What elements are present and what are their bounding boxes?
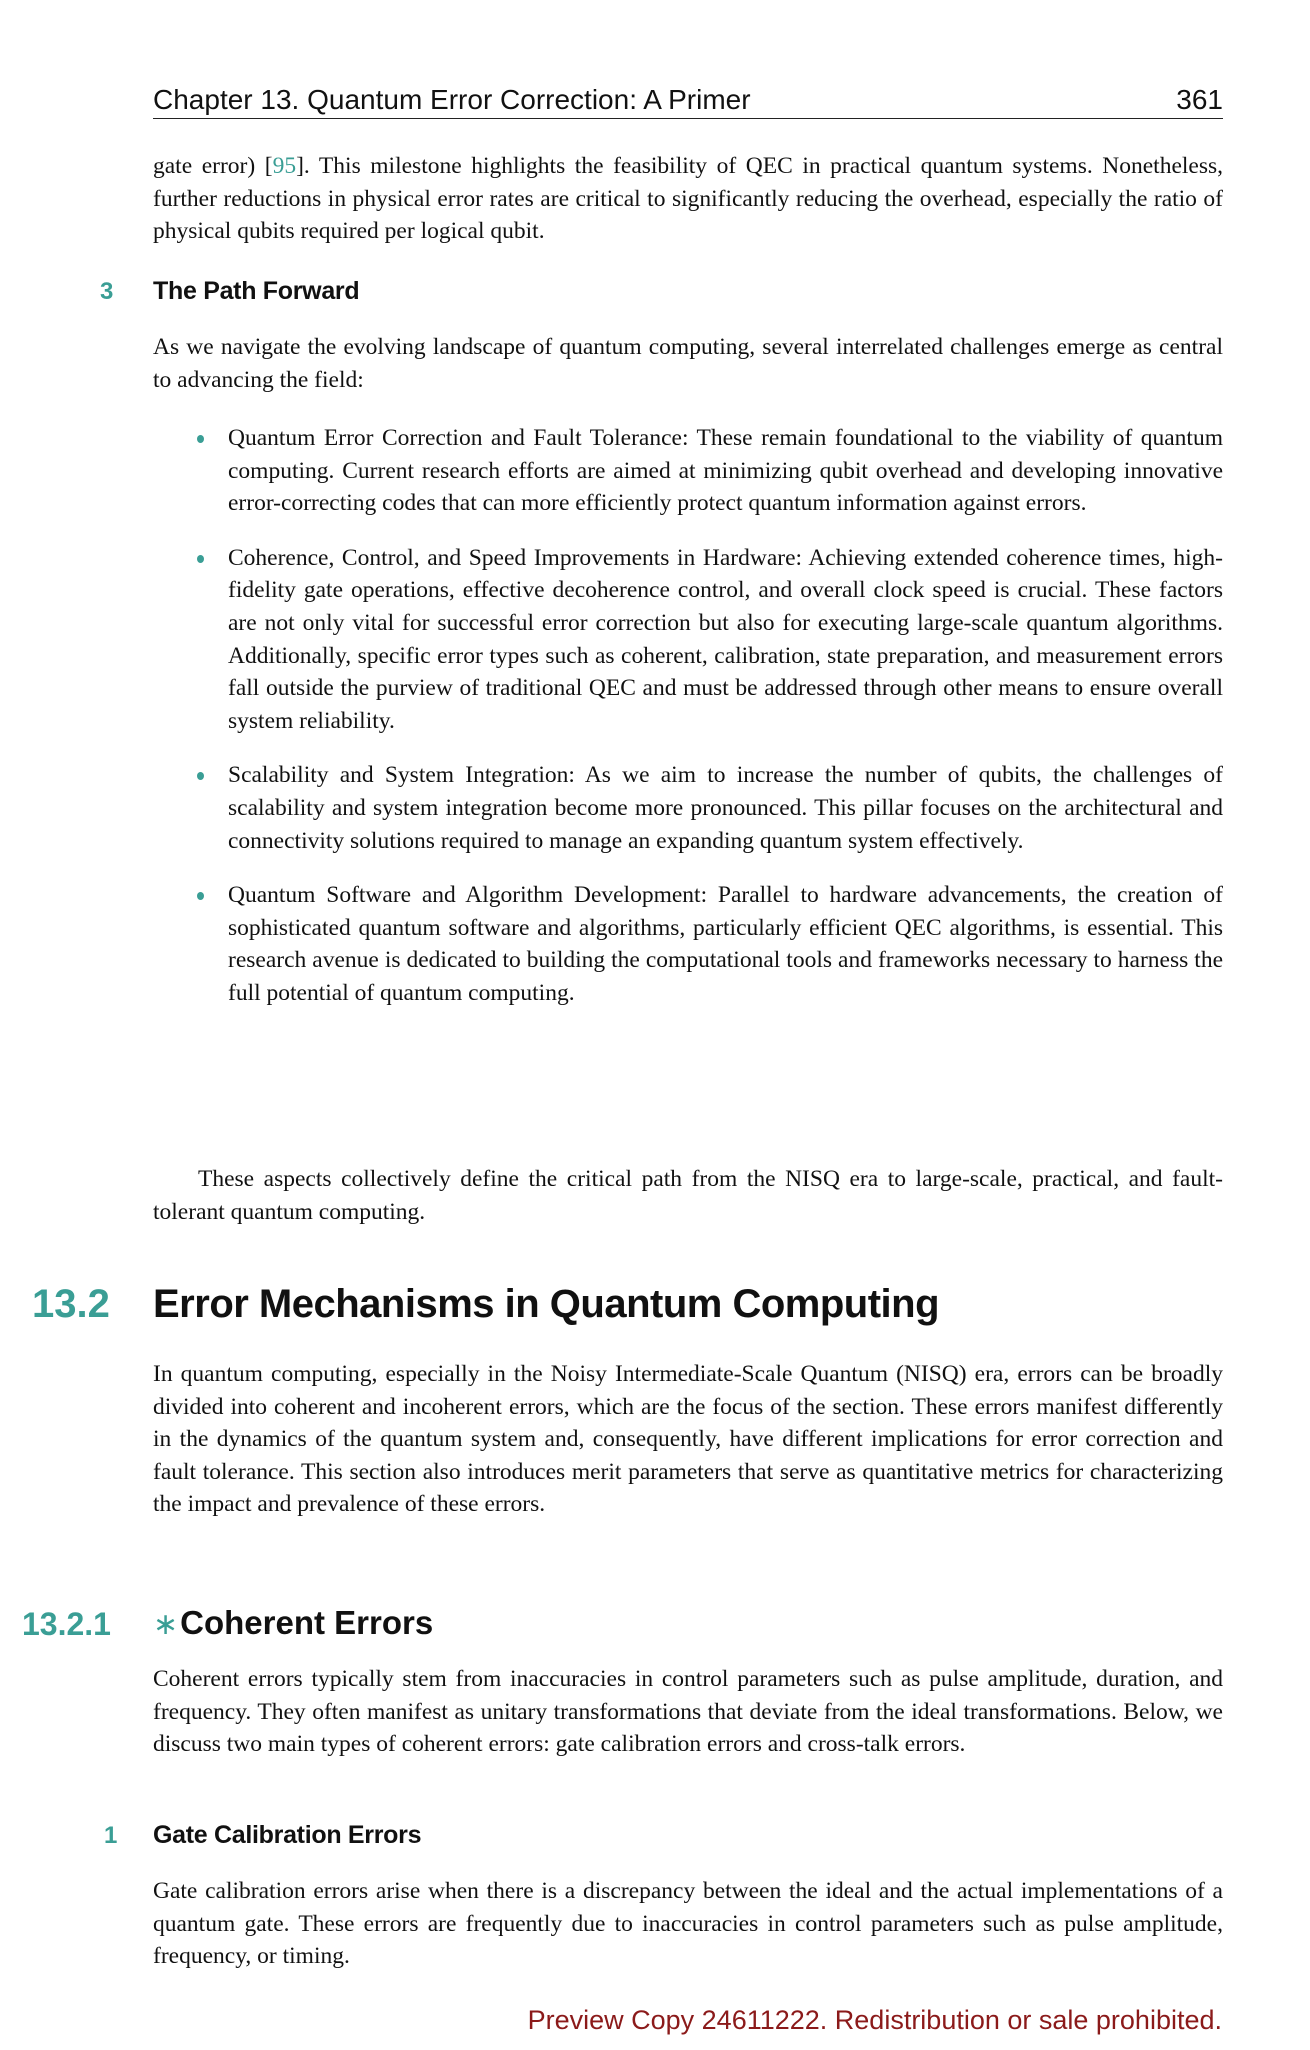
bullet-icon bbox=[197, 555, 204, 563]
subheading-path-forward bbox=[100, 278, 113, 306]
citation-link[interactable]: 95 bbox=[272, 153, 297, 179]
preview-watermark: Preview Copy 24611222. Redistribution or sale prohibited. bbox=[527, 2005, 1222, 2035]
section-number-wrapper bbox=[32, 1282, 110, 1327]
gate-calibration-number-wrapper bbox=[104, 1822, 117, 1850]
subsection-title: Coherent Errors bbox=[180, 1604, 434, 1641]
running-head bbox=[153, 78, 1223, 119]
list-item bbox=[186, 759, 1223, 857]
subheading-title: The Path Forward bbox=[153, 277, 360, 305]
subheading-number: 1 bbox=[104, 1822, 118, 1849]
list-item-text: Coherence, Control, and Speed Improvements in Hardware: Achieving extended coherence times, high-fidelity gate operations, effective decoherence control, and overall clock speed is crucial. These factors are not only vital for successful error correction but also for executing large-scale quantum algorithms. Additionally, specific error types such as coherent, calibration, state preparation, and measurement errors fall outside the purview of traditional QEC and must be addressed through other means to ensure overall system reliability. bbox=[228, 544, 1223, 734]
section-title-wrapper bbox=[153, 1282, 939, 1327]
list-item bbox=[186, 879, 1223, 1009]
subheading-number: 3 bbox=[100, 278, 114, 305]
page-number: 361 bbox=[1176, 84, 1223, 115]
section-number: 13.2 bbox=[32, 1282, 110, 1326]
bullet-icon bbox=[197, 892, 204, 900]
list-item-text: Quantum Error Correction and Fault Tolerance: These remain foundational to the viability of quantum computing. Current research efforts are aimed at minimizing qubit overhead and developing innovative error-correcting codes that can more efficiently protect quantum information against errors. bbox=[228, 425, 1223, 517]
list-item-text: Quantum Software and Algorithm Development: Parallel to hardware advancements, the creation of sophisticated quantum software and algorithms, particularly efficient QEC algorithms, is essential. This research avenue is dedicated to building the computational tools and frameworks necessary to harness the full potential of quantum computing. bbox=[228, 882, 1223, 1006]
bullet-icon bbox=[197, 435, 204, 443]
list-item bbox=[186, 542, 1223, 738]
gate-calibration-title-wrapper bbox=[153, 1821, 421, 1850]
chapter-title: Chapter 13. Quantum Error Correction: A Primer bbox=[153, 84, 751, 115]
text-span: gate error) [ bbox=[153, 153, 273, 179]
continuation-paragraph bbox=[153, 150, 1223, 248]
path-forward-intro: As we navigate the evolving landscape of quantum computing, several interrelated challenges emerge as central to advancing the field: bbox=[153, 334, 1223, 393]
asterisk-icon: ∗ bbox=[153, 1608, 179, 1641]
subheading-title-wrapper bbox=[153, 277, 359, 306]
challenges-list bbox=[186, 422, 1223, 1032]
subsection-number-wrapper bbox=[22, 1606, 111, 1643]
text-span: ]. This milestone highlights the feasibility of QEC in practical quantum systems. Nonetheless, further reductions in physical error rates are critical to significantly reducing the overhead, especially the ratio of physical qubits required per logical qubit. bbox=[153, 153, 1224, 245]
subsection-number: 13.2.1 bbox=[22, 1606, 111, 1642]
list-item bbox=[186, 422, 1223, 520]
section-body: In quantum computing, especially in the Noisy Intermediate-Scale Quantum (NISQ) era, errors can be broadly divided into coherent and incoherent errors, which are the focus of the section. These errors manifest differently in the dynamics of the quantum system and, consequently, have different implications for error correction and fault tolerance. This section also introduces merit parameters that serve as quantitative metrics for characterizing the impact and prevalence of these errors. bbox=[153, 1361, 1223, 1518]
bullet-icon bbox=[197, 772, 204, 780]
subsection-body: Coherent errors typically stem from inaccuracies in control parameters such as pulse amplitude, duration, and frequency. They often manifest as unitary transformations that deviate from the ideal transformations. Below, we discuss two main types of coherent errors: gate calibration errors and cross-talk errors. bbox=[153, 1666, 1223, 1758]
subsection-title-wrapper bbox=[153, 1604, 433, 1642]
section-title: Error Mechanisms in Quantum Computing bbox=[153, 1282, 940, 1326]
subheading-title: Gate Calibration Errors bbox=[153, 1821, 422, 1849]
gate-calibration-body: Gate calibration errors arise when there is a discrepancy between the ideal and the actual implementations of a quantum gate. These errors are frequently due to inaccuracies in control parameters such as pulse amplitude, frequency, or timing. bbox=[153, 1878, 1223, 1970]
path-forward-closing: These aspects collectively define the critical path from the NISQ era to large-scale, practical, and fault-tolerant quantum computing. bbox=[153, 1166, 1223, 1225]
list-item-text: Scalability and System Integration: As we aim to increase the number of qubits, the challenges of scalability and system integration become more pronounced. This pillar focuses on the architectural and connectivity solutions required to manage an expanding quantum system effectively. bbox=[228, 762, 1223, 854]
